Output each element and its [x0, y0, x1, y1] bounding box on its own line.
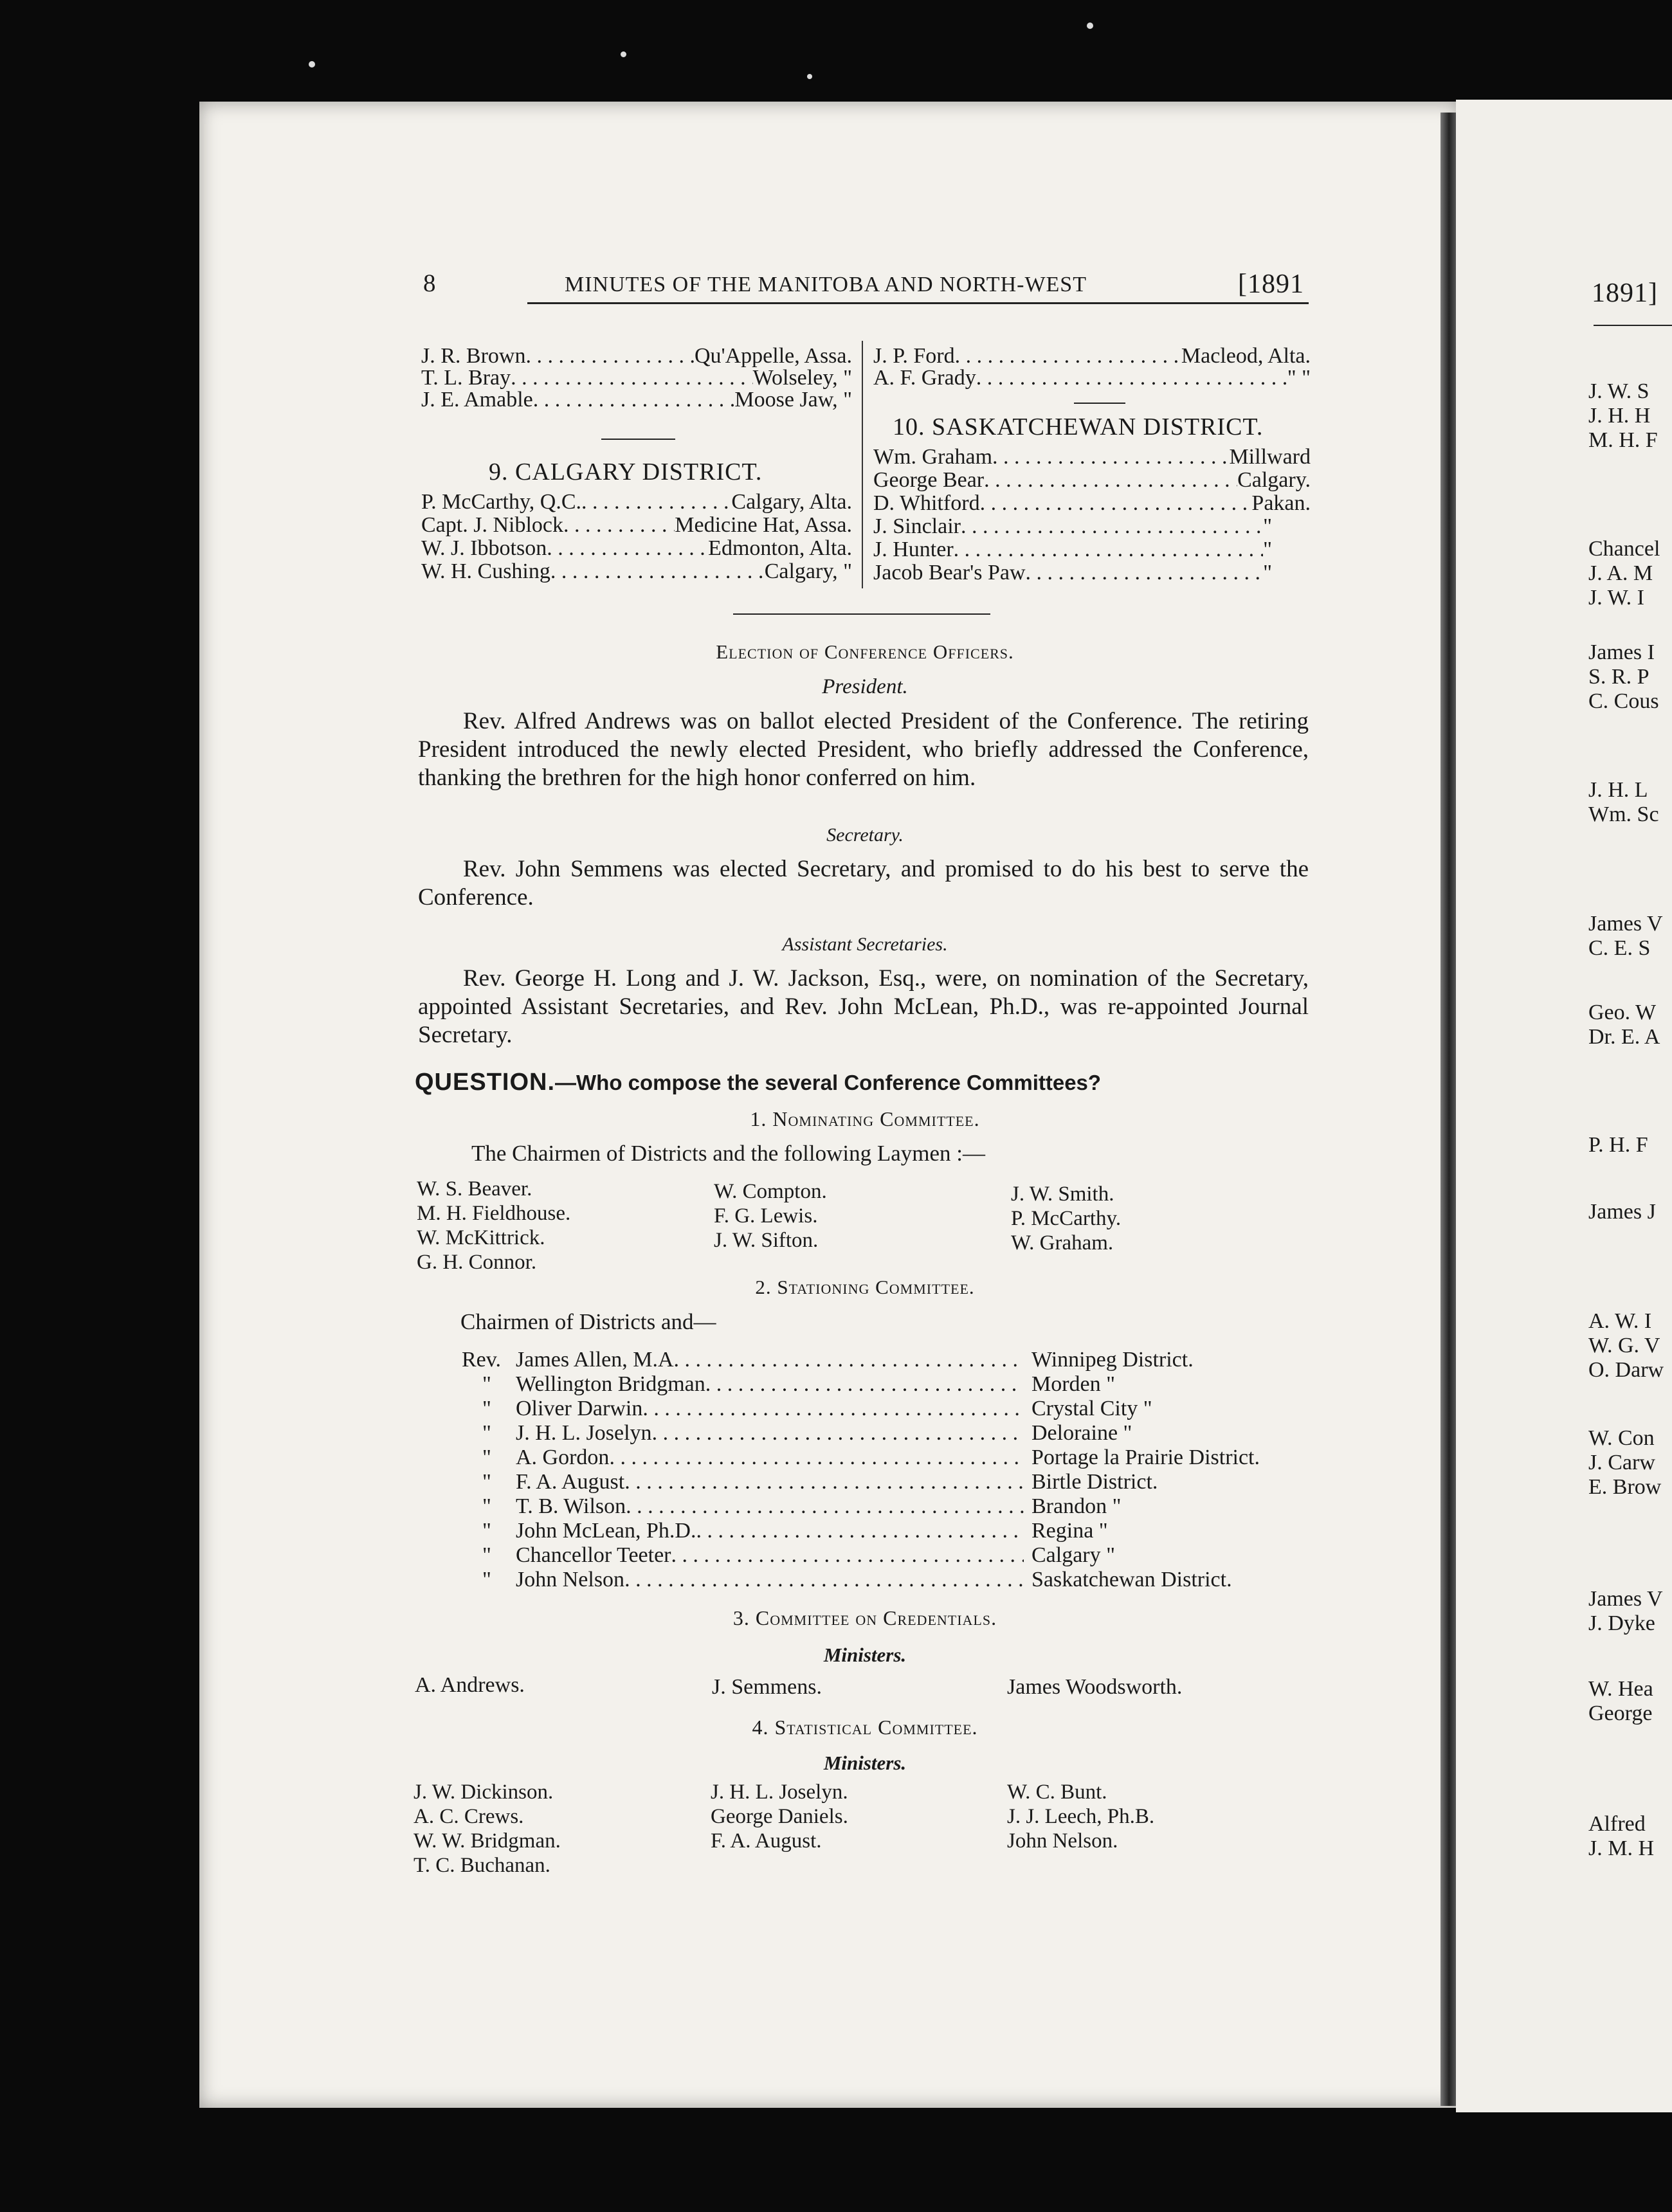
- fragment: C. E. S: [1588, 936, 1651, 960]
- list-item: " Chancellor Teeter . . . Calgary ": [462, 1543, 1298, 1568]
- right-page-rule: [1594, 325, 1672, 326]
- page-title: MINUTES OF THE MANITOBA AND NORTH-WEST: [565, 273, 1087, 296]
- secretary-paragraph: Rev. John Semmens was elected Secretary, and promised to do his best to serve the Conference.: [418, 856, 1309, 911]
- nominating-column-3: J. W. Smith. P. McCarthy. W. Graham.: [1011, 1183, 1122, 1255]
- list-item: P. McCarthy, Q.C. . . . Calgary, Alta.: [421, 490, 852, 514]
- fragment: W. Con: [1588, 1426, 1655, 1450]
- fragment: O. Darw: [1588, 1358, 1664, 1382]
- fragment: Chancel: [1588, 537, 1660, 561]
- list-item: " Wellington Bridgman . . . Morden ": [462, 1372, 1298, 1397]
- short-rule: [601, 439, 675, 440]
- statistical-column-1: J. W. Dickinson. A. C. Crews. W. W. Bridgman. T. C. Buchanan.: [413, 1781, 561, 1877]
- stationing-committee-heading: 2. Stationing Committee.: [755, 1276, 975, 1298]
- dust-speck: [309, 61, 315, 68]
- fragment: Geo. W: [1588, 1001, 1657, 1024]
- list-item: " T. B. Wilson . . . Brandon ": [462, 1494, 1298, 1519]
- book-spine: [1440, 113, 1456, 2106]
- statistical-column-3: W. C. Bunt. J. J. Leech, Ph.B. John Nelson.: [1007, 1781, 1155, 1853]
- section-rule: [733, 613, 990, 615]
- assistant-secretaries-heading: Assistant Secretaries.: [782, 934, 948, 955]
- statistical-column-2: J. H. L. Joselyn. George Daniels. F. A. August.: [711, 1781, 848, 1853]
- fragment: J. Carw: [1588, 1451, 1655, 1474]
- list-item: J. Sinclair . . . ": [873, 514, 1272, 539]
- credentials-committee-heading: 3. Committee on Credentials.: [732, 1606, 997, 1629]
- list-item: J. Hunter . . . ": [873, 538, 1272, 562]
- list-item: W. J. Ibbotson . . . Edmonton, Alta.: [421, 536, 852, 561]
- right-page-header: 1891]: [1592, 278, 1658, 308]
- list-item: " A. Gordon . . . Portage la Prairie District.: [462, 1446, 1298, 1470]
- fragment: Wm. Sc: [1588, 802, 1659, 826]
- list-item: T. L. Bray . . . Wolseley, ": [421, 366, 852, 390]
- fragment: J. H. H: [1588, 404, 1651, 428]
- fragment: James V: [1588, 1587, 1663, 1611]
- president-heading: President.: [822, 675, 908, 698]
- president-paragraph: Rev. Alfred Andrews was on ballot elected President of the Conference. The retiring President introduced the newly elected President, who briefly addressed the Conference, thanking the brethren for the high honor conferred on him.: [418, 708, 1309, 791]
- list-item: " F. A. August . . . Birtle District.: [462, 1470, 1298, 1494]
- fragment: J. A. M: [1588, 561, 1653, 585]
- nominating-column-1: W. S. Beaver. M. H. Fieldhouse. W. McKittrick. G. H. Connor.: [417, 1177, 571, 1274]
- fragment: James J: [1588, 1200, 1656, 1224]
- statistical-ministers-heading: Ministers.: [823, 1752, 907, 1774]
- fragment: Alfred: [1588, 1812, 1646, 1836]
- question-line: QUESTION.—Who compose the several Conference Committees?: [415, 1069, 1102, 1096]
- saskatchewan-district-heading: 10. SASKATCHEWAN DISTRICT.: [893, 413, 1264, 440]
- stationing-intro: Chairmen of Districts and—: [460, 1309, 716, 1334]
- list-item: " John Nelson . . . Saskatchewan District.: [462, 1568, 1298, 1592]
- page-number: 8: [423, 269, 437, 297]
- credentials-name: J. Semmens.: [712, 1675, 822, 1699]
- dust-speck: [1087, 23, 1093, 29]
- list-item: Wm. Graham . . . Millward: [873, 445, 1311, 469]
- fragment: J. W. S: [1588, 379, 1649, 403]
- assistant-secretaries-paragraph: Rev. George H. Long and J. W. Jackson, Esq., were, on nomination of the Secretary, appointed Assistant Secretaries, and Rev. John McLean, Ph.D., was re-appointed Journal Secretary.: [418, 965, 1309, 1048]
- fragment: W. Hea: [1588, 1677, 1653, 1701]
- fragment: M. H. F: [1588, 428, 1658, 452]
- fragment: W. G. V: [1588, 1334, 1660, 1357]
- fragment: George: [1588, 1701, 1653, 1725]
- election-heading: Election of Conference Officers.: [716, 640, 1014, 663]
- list-item: " John McLean, Ph.D. . . . Regina ": [462, 1519, 1298, 1543]
- nominating-column-2: W. Compton. F. G. Lewis. J. W. Sifton.: [714, 1180, 827, 1252]
- dust-speck: [621, 51, 626, 57]
- list-item: " J. H. L. Joselyn . . . Deloraine ": [462, 1421, 1298, 1446]
- fragment: James V: [1588, 912, 1663, 936]
- fragment: S. R. P: [1588, 665, 1649, 689]
- list-item: Rev. James Allen, M.A . . . Winnipeg District.: [462, 1348, 1298, 1372]
- credentials-name: A. Andrews.: [415, 1673, 525, 1697]
- stationing-list: [462, 1348, 1298, 1592]
- list-item: George Bear . . . Calgary.: [873, 468, 1311, 493]
- list-item: A. F. Grady . . . " ": [873, 366, 1311, 390]
- list-item: " Oliver Darwin . . . Crystal City ": [462, 1397, 1298, 1421]
- fragment: J. H. L: [1588, 778, 1648, 802]
- list-item: W. H. Cushing . . . Calgary, ": [421, 559, 852, 584]
- year-label: [1891: [1238, 269, 1304, 299]
- nominating-committee-heading: 1. Nominating Committee.: [750, 1107, 980, 1130]
- fragment: A. W. I: [1588, 1309, 1652, 1333]
- short-rule: [1074, 403, 1125, 404]
- dust-speck: [807, 74, 812, 79]
- fragment: J. W. I: [1588, 586, 1644, 610]
- fragment: J. M. H: [1588, 1836, 1655, 1860]
- list-item: J. P. Ford . . . Macleod, Alta.: [873, 344, 1311, 368]
- list-item: Capt. J. Niblock . . . Medicine Hat, Assa.: [421, 513, 852, 538]
- fragment: J. Dyke: [1588, 1611, 1655, 1635]
- fragment: James I: [1588, 640, 1655, 664]
- secretary-heading: Secretary.: [826, 824, 904, 846]
- fragment: C. Cous: [1588, 689, 1659, 713]
- fragment: E. Brow: [1588, 1475, 1662, 1499]
- fragment: P. H. F: [1588, 1133, 1648, 1157]
- list-item: Jacob Bear's Paw . . . ": [873, 561, 1272, 585]
- credentials-name: James Woodsworth.: [1007, 1675, 1183, 1699]
- fragment: Dr. E. A: [1588, 1025, 1660, 1049]
- credentials-ministers-heading: Ministers.: [823, 1644, 907, 1666]
- list-item: J. E. Amable . . . Moose Jaw, ": [421, 388, 852, 412]
- list-item: D. Whitford . . . Pakan.: [873, 491, 1311, 516]
- calgary-district-heading: 9. CALGARY DISTRICT.: [489, 458, 763, 485]
- header-rule: [527, 302, 1309, 304]
- list-item: J. R. Brown . . . Qu'Appelle, Assa.: [421, 344, 852, 368]
- column-separator: [862, 341, 863, 588]
- statistical-committee-heading: 4. Statistical Committee.: [752, 1716, 978, 1739]
- nominating-intro: The Chairmen of Districts and the following Laymen :—: [471, 1141, 985, 1166]
